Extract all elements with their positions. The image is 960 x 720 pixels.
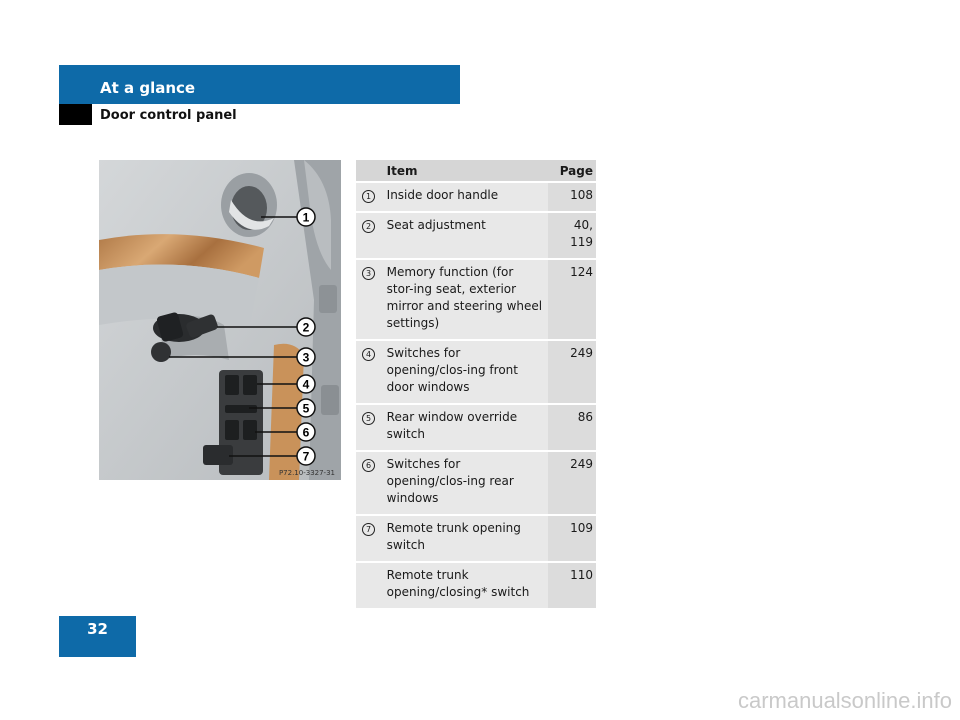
callout-3 <box>297 348 315 366</box>
parts-table <box>356 160 596 608</box>
row-description: Remote trunk opening switch <box>383 515 548 562</box>
row-page: 124 <box>548 259 596 340</box>
row-page: 109 <box>548 515 596 562</box>
row-description: Remote trunk opening/closing* switch <box>383 562 548 608</box>
table-row <box>356 562 596 608</box>
callout-2 <box>297 318 315 336</box>
row-number: 3 <box>356 259 383 340</box>
row-description: Switches for opening/clos-ing rear windows <box>383 451 548 515</box>
row-number: 2 <box>356 212 383 259</box>
svg-text:1: 1 <box>302 210 310 225</box>
row-number: 4 <box>356 340 383 404</box>
row-description: Switches for opening/clos-ing front door windows <box>383 340 548 404</box>
callout-6 <box>297 423 315 441</box>
row-number <box>356 562 383 608</box>
page-number: 32 <box>87 620 108 638</box>
table-row <box>356 212 596 259</box>
subsection-title: Door control panel <box>100 108 237 123</box>
svg-text:3: 3 <box>302 350 310 365</box>
callout-5 <box>297 399 315 417</box>
door-panel-illustration <box>99 160 341 480</box>
door-panel-drawing <box>99 160 341 480</box>
row-number: 7 <box>356 515 383 562</box>
svg-text:4: 4 <box>302 377 310 392</box>
header-item: Item <box>383 160 548 182</box>
row-description: Memory function (for stor-ing seat, exterior mirror and steering wheel settings) <box>383 259 548 340</box>
table-row <box>356 451 596 515</box>
table-row <box>356 259 596 340</box>
svg-text:2: 2 <box>302 320 310 335</box>
row-page: 110 <box>548 562 596 608</box>
row-page: 108 <box>548 182 596 212</box>
table-row <box>356 404 596 451</box>
row-description: Rear window override switch <box>383 404 548 451</box>
table-row <box>356 515 596 562</box>
callout-4 <box>297 375 315 393</box>
callout-1 <box>297 208 315 226</box>
row-number: 6 <box>356 451 383 515</box>
svg-text:6: 6 <box>302 425 310 440</box>
watermark: carmanualsonline.info <box>737 688 952 713</box>
row-page: 86 <box>548 404 596 451</box>
row-number: 1 <box>356 182 383 212</box>
figure-code: P72.10-3327-31 <box>278 469 335 477</box>
row-description: Inside door handle <box>383 182 548 212</box>
table-row <box>356 340 596 404</box>
row-description: Seat adjustment <box>383 212 548 259</box>
row-page: 249 <box>548 451 596 515</box>
callout-7 <box>297 447 315 465</box>
section-title: At a glance <box>100 79 196 97</box>
row-number: 5 <box>356 404 383 451</box>
svg-text:5: 5 <box>302 401 310 416</box>
row-page: 249 <box>548 340 596 404</box>
header-page: Page <box>548 160 596 182</box>
svg-text:7: 7 <box>302 449 310 464</box>
header-num <box>356 160 383 182</box>
row-page: 40, 119 <box>548 212 596 259</box>
table-header-row <box>356 160 596 182</box>
subsection-marker <box>59 104 92 125</box>
table-row <box>356 182 596 212</box>
